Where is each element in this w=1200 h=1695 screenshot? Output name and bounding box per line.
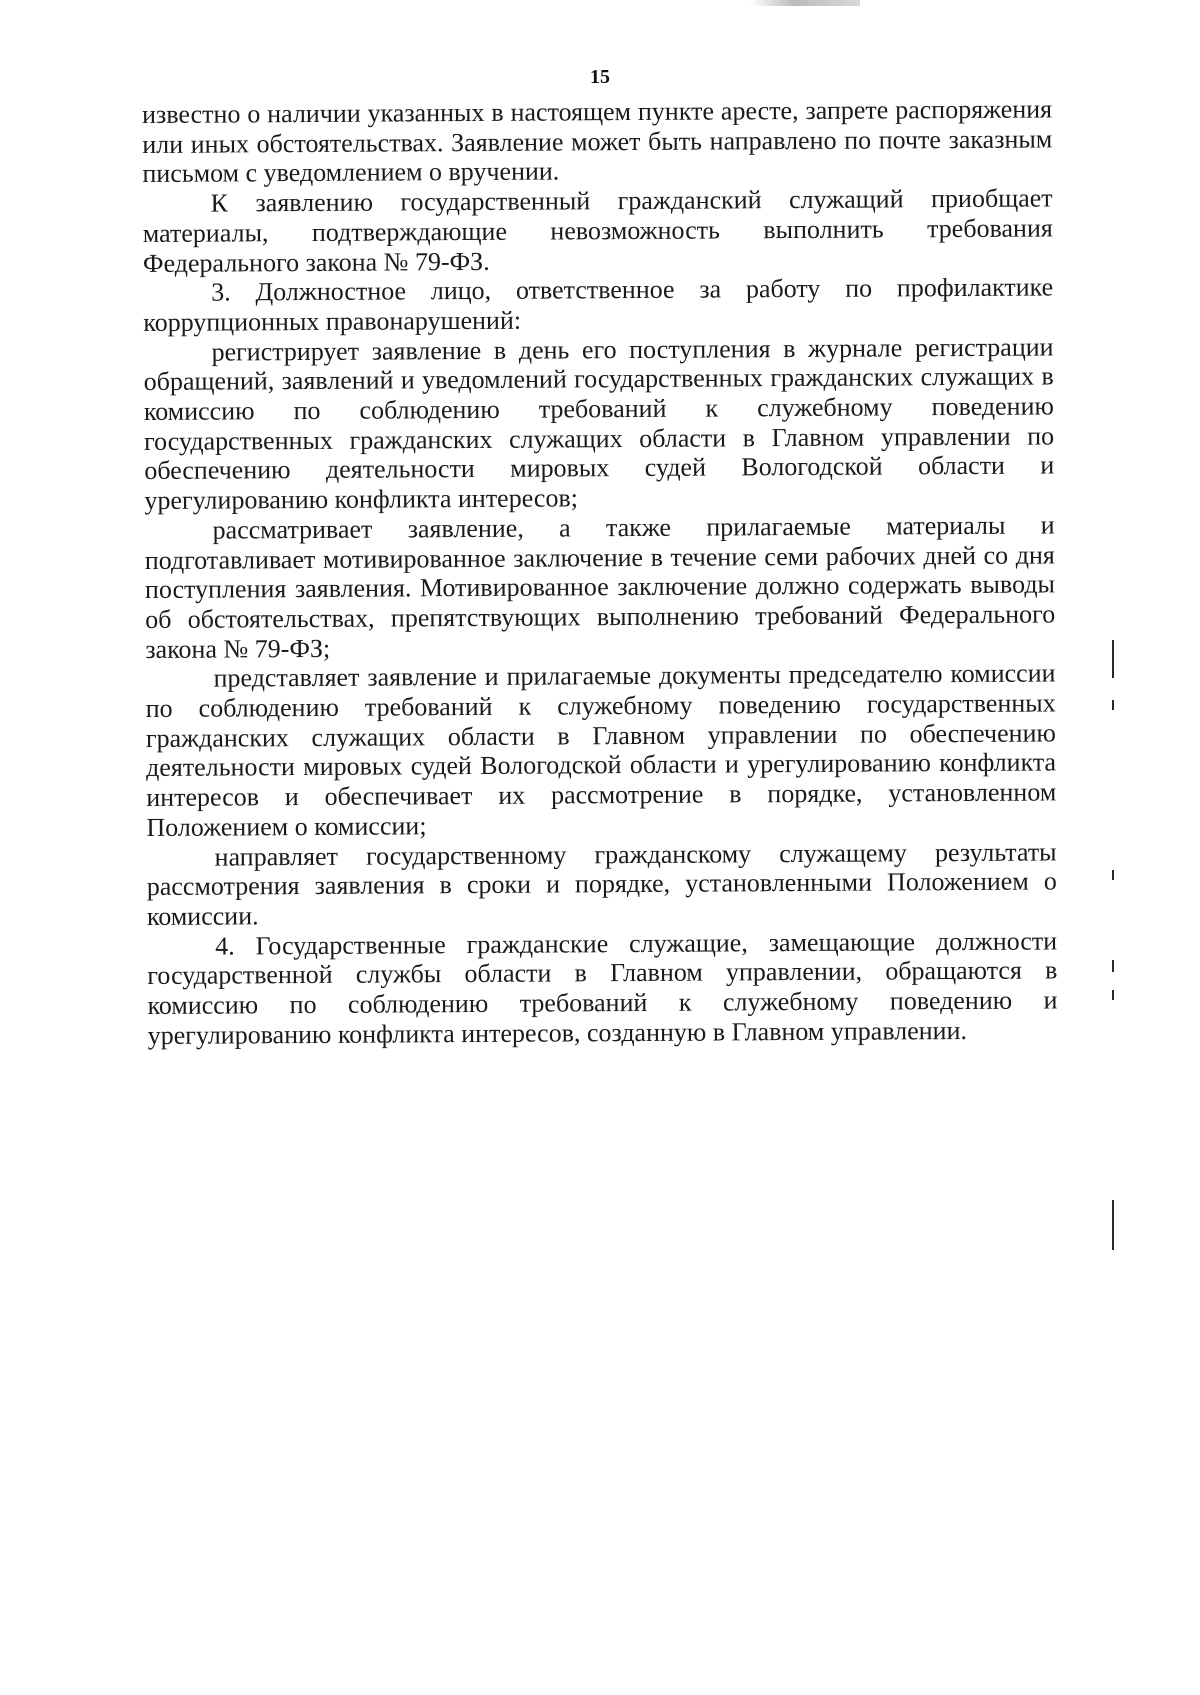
scan-artifact: [1112, 700, 1114, 710]
scan-artifact: [1112, 1200, 1114, 1250]
scan-artifact: [1112, 640, 1114, 678]
paragraph-sends: направляет государственному гражданскому служащему результаты рассмотрения заявления в сроки и порядке, установленными Положением о комиссии.: [146, 837, 1057, 931]
scan-artifact: [1112, 960, 1114, 972]
paragraph-continuation: известно о наличии указанных в настоящем пункте аресте, запрете распоряжения или иных обстоятельствах. Заявление может быть направлено по почте заказным письмом с уведомлением о вручении.: [142, 94, 1053, 189]
page-number: 15: [590, 66, 610, 88]
scan-artifact: [1112, 990, 1114, 1000]
scan-artifact: [750, 0, 860, 6]
paragraph-registers: регистрирует заявление в день его поступления в журнале регистрации обращений, заявлений и уведомлений государственных гражданских служащих в комиссию по соблюдению требований к служебному поведению государственных гражданских служащих области в Главном управлении по обеспечению деятельности мировых судей Вологодской области и урегулированию конфликта интересов;: [143, 332, 1055, 516]
scan-artifact: [1112, 870, 1114, 880]
paragraph-materials: К заявлению государственный гражданский служащий приобщает материалы, подтверждающие невозможность выполнить требования Федерального закона № 79-ФЗ.: [142, 183, 1053, 278]
document-body: [142, 94, 1058, 1050]
paragraph-item-4: 4. Государственные гражданские служащие, замещающие должности государственной службы области в Главном управлении, обращаются в комиссию по соблюдению требований к служебному поведению и урегулированию конфликта интересов, созданную в Главном управлении.: [147, 926, 1058, 1050]
paragraph-submits: представляет заявление и прилагаемые документы председателю комиссии по соблюдению требований к служебному поведению государственных гражданских служащих области в Главном управлении по обеспечению деятельности мировых судей Вологодской области и урегулированию конфликта интересов и обеспечивает их рассмотрение в порядке, установленном Положением о комиссии;: [145, 658, 1057, 842]
paragraph-item-3: 3. Должностное лицо, ответственное за работу по профилактике коррупционных правонарушений:: [143, 272, 1054, 337]
paragraph-considers: рассматривает заявление, а также прилагаемые материалы и подготавливает мотивированное заключение в течение семи рабочих дней со дня поступления заявления. Мотивированное заключение должно содержать выводы об обстоятельствах, препятствующих выполнению требований Федерального закона № 79-ФЗ;: [144, 510, 1056, 664]
